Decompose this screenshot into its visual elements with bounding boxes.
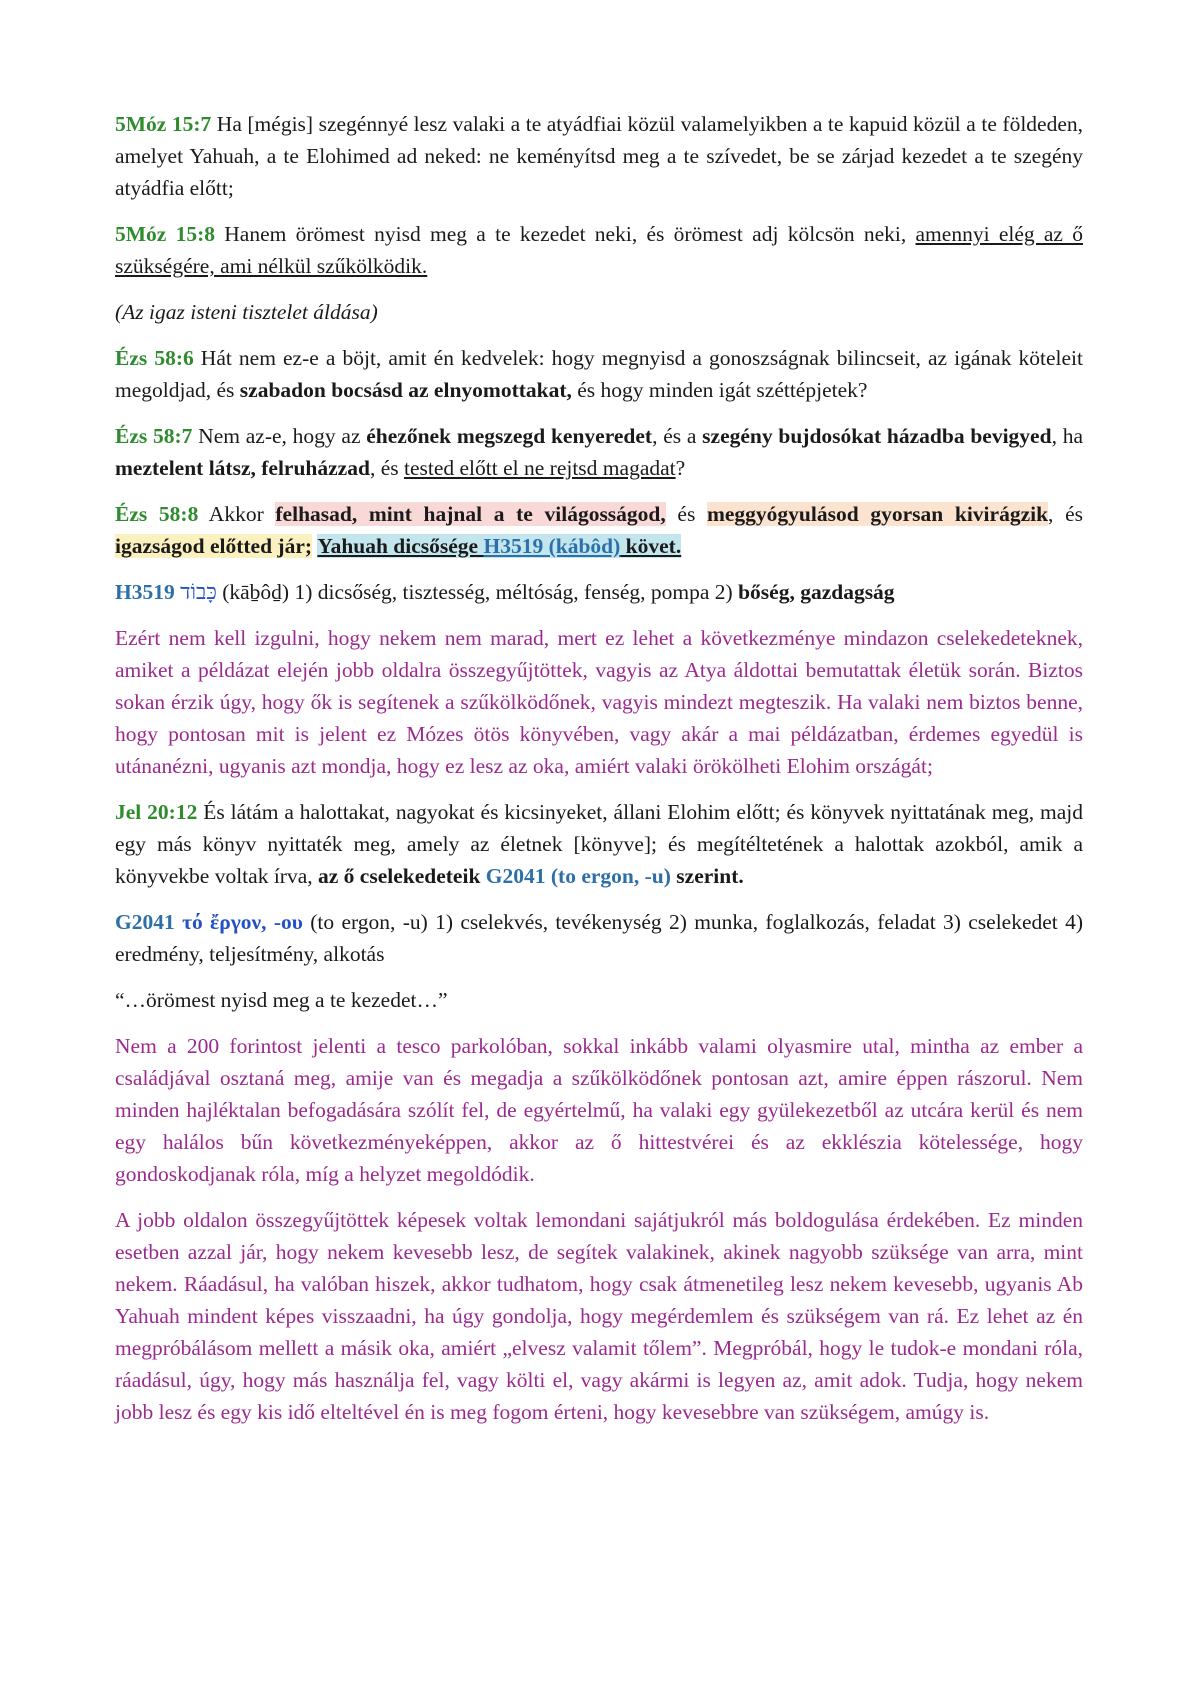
- bold-text: bőség, gazdagság: [738, 580, 895, 604]
- verse-jel-20-12: [115, 796, 1083, 892]
- verse-text: , és a: [652, 424, 703, 448]
- verse-text: Nem az-e, hogy az: [192, 424, 367, 448]
- strong-code: H3519: [115, 580, 175, 604]
- verse-text: és: [665, 502, 707, 526]
- document-page: [115, 108, 1083, 1442]
- bold-text: szabadon bocsásd az elnyomottakat,: [239, 378, 572, 402]
- underlined-text: tested előtt el ne rejtsd magadat: [403, 456, 676, 480]
- definition-text: (to ergon, -u) 1) cselekvés, tevékenység 2) munka, foglalkozás, feladat 3) cselekedet 4) eredmény, teljesítmény, alkotás: [115, 910, 1083, 966]
- strong-definition-h3519: [115, 576, 1083, 608]
- verse-ezs-58-8: [115, 498, 1083, 562]
- strong-number-link[interactable]: G2041 (to ergon, -u): [485, 864, 671, 888]
- strong-code: G2041: [115, 910, 175, 934]
- verse-text: , és: [1048, 502, 1083, 526]
- hebrew-word: כָּבוֹד: [180, 580, 217, 604]
- bold-text: éhezőnek megszegd kenyeredet: [366, 424, 653, 448]
- verse-text: Ha [mégis] szegénnyé lesz valaki a te atyádfiai közül valamelyikben a te kapuid közül a te földeden, amelyet Yahuah, a te Elohimed ad neked: ne keményítsd meg a te szívedet, be se zárjad kezedet a te szegény atyádfia előtt;: [115, 112, 1083, 200]
- verse-text: Hát nem ez-e a böjt, amit én kedvelek: hogy megnyisd a gonoszságnak bilincseit, az igának köteleit megoldjad, és: [115, 346, 1083, 402]
- bold-text: meztelent látsz, felruházzad: [115, 456, 370, 480]
- verse-ezs-58-7: [115, 420, 1083, 484]
- verse-ezs-58-6: [115, 342, 1083, 406]
- verse-text: ?: [675, 456, 686, 480]
- verse-5moz-15-8: [115, 218, 1083, 282]
- verse-text: Hanem örömest nyisd meg a te kezedet neki, és örömest adj kölcsön neki,: [215, 222, 916, 246]
- verse-reference: Ézs 58:8: [115, 502, 199, 526]
- verse-text: Akkor: [198, 502, 276, 526]
- greek-word: τό ἔργον, -ου: [182, 910, 303, 934]
- highlight-blue: [317, 534, 681, 558]
- strong-number-link[interactable]: H3519 (kábôd): [483, 534, 621, 558]
- verse-5moz-15-7: [115, 108, 1083, 204]
- section-subtitle: (Az igaz isteni tisztelet áldása): [115, 300, 378, 324]
- verse-text: , és: [369, 456, 404, 480]
- verse-text: és hogy minden igát széttépjetek?: [571, 378, 868, 402]
- verse-text: És látám a halottakat, nagyokat és kicsinyeket, állani Elohim előtt; és könyvek nyittatának meg, majd egy más könyv nyittaték meg, amely az életnek [könyve]; és megítéltetének a halottak azokból, amik a könyvekbe voltak írva,: [115, 800, 1083, 888]
- underlined-text: amennyi elég az ő szükségére, ami nélkül szűkölködik.: [115, 222, 1083, 278]
- strong-definition-g2041: [115, 906, 1083, 970]
- verse-reference: Jel 20:12: [115, 800, 198, 824]
- bold-text: szerint.: [676, 864, 744, 888]
- underlined-text: követ.: [620, 534, 682, 558]
- verse-reference: 5Móz 15:8: [115, 222, 216, 246]
- definition-text: (kāḇôḏ) 1) dicsőség, tisztesség, méltóság, fenség, pompa 2): [216, 580, 739, 604]
- quote-line: “…örömest nyisd meg a te kezedet…”: [115, 988, 448, 1012]
- verse-reference: Ézs 58:7: [115, 424, 193, 448]
- verse-text: , ha: [1051, 424, 1083, 448]
- bold-text: az ő cselekedeteik: [318, 864, 481, 888]
- bold-text: szegény bujdosókat házadba bevigyed: [702, 424, 1052, 448]
- commentary-paragraph: Ezért nem kell izgulni, hogy nekem nem marad, mert ez lehet a következménye mindazon cselekedeteknek, amiket a példázat elején jobb oldalra összegyűjtöttek, vagyis az Atya áldottai bemutattak életük során. Biztos sokan érzik úgy, hogy ők is segítenek a szűkölködőnek, vagyis mindezt megteszik. Ha valaki nem biztos benne, hogy pontosan mit is jelent ez Mózes ötös könyvében, vagy akár a mai példázatban, érdemes egyedül is utánanézni, ugyanis azt mondja, hogy ez lesz az oka, amiért valaki örökölheti Elohim országát;: [115, 626, 1083, 778]
- highlight-pink: felhasad, mint hajnal a te világosságod,: [275, 502, 666, 526]
- commentary-paragraph: A jobb oldalon összegyűjtöttek képesek voltak lemondani sajátjukról más boldogulása érdekében. Ez minden esetben azzal jár, hogy nekem kevesebb lesz, de segítek valakinek, akinek nagyobb szüksége van arra, mint nekem. Ráadásul, ha valóban hiszek, akkor tudhatom, hogy csak átmenetileg lesz nekem kevesebb, ugyanis Ab Yahuah mindent képes visszaadni, ha úgy gondolja, hogy megérdemlem és szükségem van rá. Ez lehet az én megpróbálásom mellett a másik oka, amiért „elvesz valamit tőlem”. Megpróbál, hogy le tudok-e mondani róla, ráadásul, úgy, hogy más használja fel, vagy költi el, vagy akármi is legyen az, amit adok. Tudja, hogy nekem jobb lesz és egy kis idő elteltével én is meg fogom érteni, hogy kevesebbre van szükségem, amúgy is.: [115, 1208, 1083, 1424]
- underlined-text: Yahuah dicsősége: [317, 534, 484, 558]
- highlight-peach: meggyógyulásod gyorsan kivirágzik: [706, 502, 1049, 526]
- commentary-paragraph: Nem a 200 forintost jelenti a tesco parkolóban, sokkal inkább valami olyasmire utal, mintha az ember a családjával osztaná meg, amije van és megadja a szűkölködőnek pontosan azt, amire éppen rászorul. Nem minden hajléktalan befogadására szólít fel, de egyértelmű, ha valaki egy gyülekezetből az utcára kerül és nem egy halálos bűn következményeképpen, akkor az ő hittestvérei és az ekklészia kötelessége, hogy gondoskodjanak róla, míg a helyzet megoldódik.: [115, 1034, 1083, 1186]
- verse-reference: 5Móz 15:7: [115, 112, 212, 136]
- verse-reference: Ézs 58:6: [115, 346, 194, 370]
- highlight-yellow: igazságod előtted jár;: [115, 534, 313, 558]
